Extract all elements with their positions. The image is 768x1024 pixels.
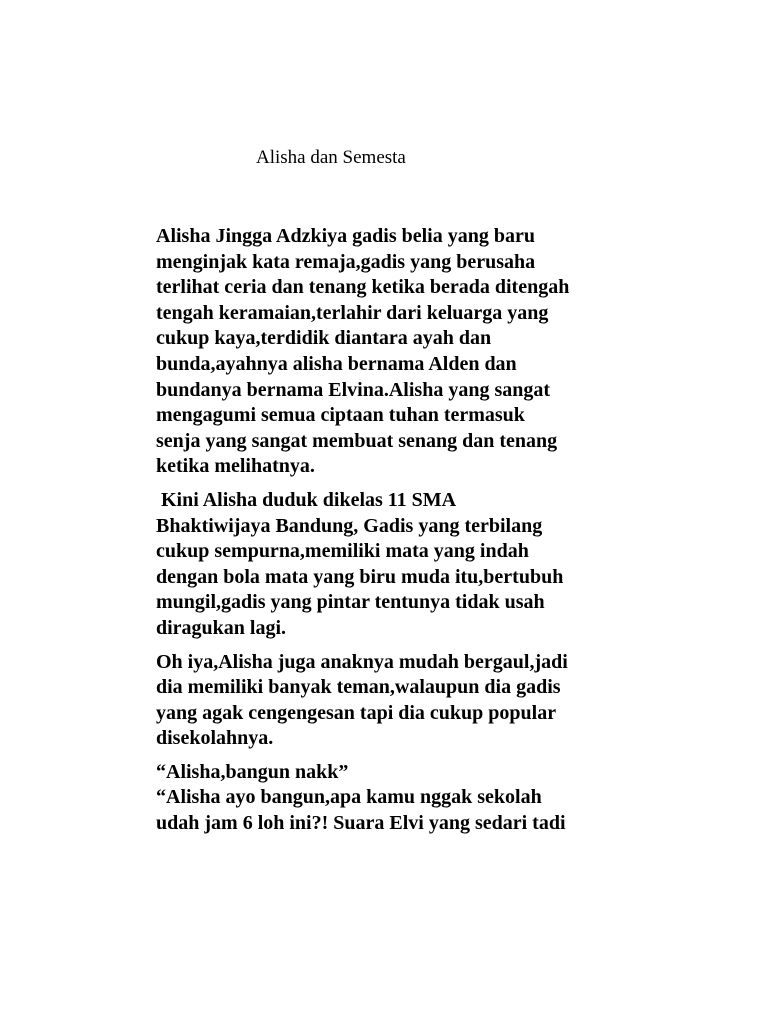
document-body — [156, 224, 626, 845]
text-line: “Alisha ayo bangun,apa kamu nggak sekolah — [156, 786, 542, 809]
paragraph-school — [156, 488, 626, 642]
text-line: yang agak cengengesan tapi dia cukup popular — [156, 701, 557, 724]
text-line: terlihat ceria dan tenang ketika berada ditengah — [156, 276, 570, 299]
text-line: dengan bola mata yang biru muda itu,bertubuh — [156, 565, 564, 588]
text-line: diragukan lagi. — [156, 616, 287, 639]
text-line: disekolahnya. — [156, 727, 274, 750]
text-line: bundanya bernama Elvina.Alisha yang sangat — [156, 378, 551, 401]
text-line: cukup sempurna,memiliki mata yang indah — [156, 540, 529, 563]
text-line: Alisha Jingga Adzkiya gadis belia yang baru — [156, 225, 535, 247]
document-title: Alisha dan Semesta — [256, 147, 406, 168]
text-line: cukup kaya,terdidik diantara ayah dan — [156, 327, 492, 350]
text-line: tengah keramaian,terlahir dari keluarga yang — [156, 301, 549, 324]
text-line: bunda,ayahnya alisha bernama Alden dan — [156, 352, 517, 375]
text-line: Bhaktiwijaya Bandung, Gadis yang terbilang — [156, 514, 543, 537]
text-line: Kini Alisha duduk dikelas 11 SMA — [156, 488, 457, 511]
text-line: mungil,gadis yang pintar tentunya tidak usah — [156, 591, 545, 614]
text-line: “Alisha,bangun nakk” — [156, 760, 349, 783]
text-line: mengagumi semua ciptaan tuhan termasuk — [156, 404, 525, 427]
text-line: ketika melihatnya. — [156, 455, 315, 478]
text-line: udah jam 6 loh ini?! Suara Elvi yang sedari tadi — [156, 812, 566, 835]
text-line: senja yang sangat membuat senang dan tenang — [156, 429, 558, 452]
text-line: Oh iya,Alisha juga anaknya mudah bergaul,jadi — [156, 650, 568, 673]
paragraph-friends — [156, 650, 626, 752]
paragraph-dialogue — [156, 760, 626, 837]
paragraph-intro — [156, 224, 626, 480]
text-line: menginjak kata remaja,gadis yang berusaha — [156, 250, 536, 273]
text-line: dia memiliki banyak teman,walaupun dia gadis — [156, 676, 561, 699]
